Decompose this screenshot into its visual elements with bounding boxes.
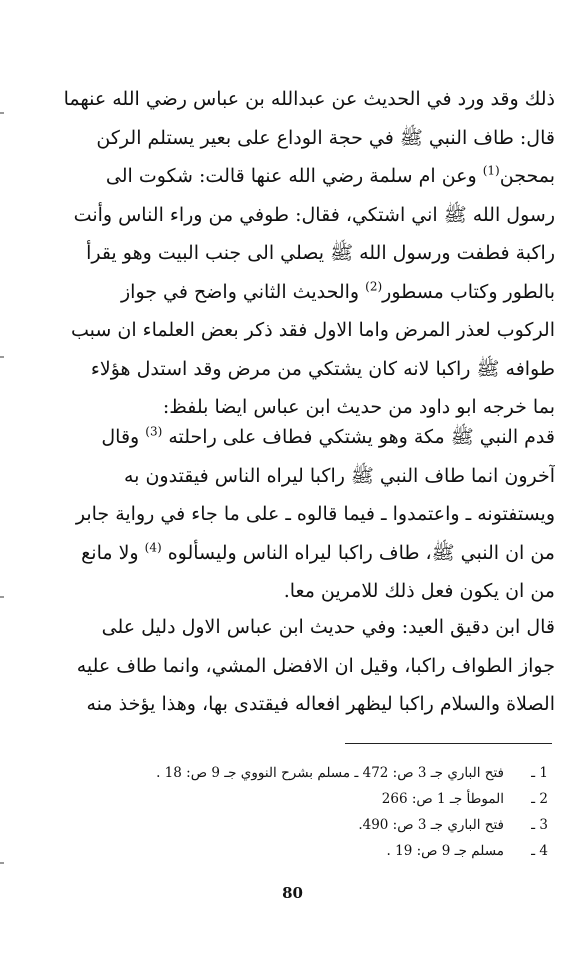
- footnote-number: 3 ـ: [531, 817, 548, 833]
- text-line: [30, 273, 555, 312]
- page-number: 80: [282, 884, 303, 902]
- text-line: جواز الطواف راكبا، وقيل ان الافضل المشي، وانما طاف عليه: [76, 654, 555, 677]
- text-line: ذلك وقد ورد في الحديث عن عبدالله بن عباس رضي الله عنهما: [63, 88, 555, 110]
- footnote-reference: (3): [145, 424, 163, 439]
- text-line: طوافه ﷺ راكبا لانه كان يشتكي من مرض وقد استدل هؤلاء: [90, 357, 555, 380]
- footnotes: [130, 760, 548, 864]
- text-line: رسول الله ﷺ اني اشتكي، فقال: طوفي من وراء الناس وأنت: [73, 203, 555, 226]
- footnote-item: [130, 786, 548, 812]
- text-segment: ولا مانع: [81, 541, 145, 564]
- text-segment: قدم النبي ﷺ مكة وهو يشتكي فطاف على راحلته: [162, 426, 555, 448]
- text-line: [30, 157, 555, 196]
- text-line: الركوب لعذر المرض واما الاول فقد ذكر بعض العلماء ان سبب: [71, 319, 555, 341]
- paragraph-1: [30, 80, 555, 427]
- text-segment: وقال: [101, 426, 146, 448]
- text-line: من ان يكون فعل ذلك للامرين معا.: [283, 580, 555, 602]
- scan-edge-mark: [0, 596, 4, 598]
- text-line: بما خرجه ابو داود من حديث ابن عباس ايضا بلفظ:: [162, 396, 555, 418]
- footnote-item: [130, 760, 548, 786]
- text-line: راكبة فطفت ورسول الله ﷺ يصلي الى جنب البيت وهو يقرأ: [86, 242, 555, 264]
- text-line: الصلاة والسلام راكبا ليظهر افعاله فيقتدى بها، وهذا يؤخذ منه: [86, 693, 555, 715]
- scan-edge-mark: [0, 356, 4, 358]
- text-segment: والحديث الثاني واضح في جواز: [121, 280, 366, 303]
- text-line: قال ابن دقيق العيد: وفي حديث ابن عباس الاول دليل على: [101, 616, 555, 638]
- text-line: آخرون انما طاف النبي ﷺ راكبا ليراه الناس فيقتدون به: [123, 464, 555, 487]
- text-segment: بمحجن: [499, 165, 555, 187]
- paragraph-3: [30, 608, 555, 724]
- footnote-item: [130, 838, 548, 864]
- text-line: [30, 534, 555, 573]
- footnote-number: 1 ـ: [531, 765, 548, 781]
- text-line: قال: طاف النبي ﷺ في حجة الوداع على بعير يستلم الركن: [96, 126, 555, 149]
- footnote-text: فتح الباري جـ 3 ص: 490.: [358, 817, 504, 833]
- scan-edge-mark: [0, 112, 4, 114]
- footnote-text: فتح الباري جـ 3 ص: 472 ـ مسلم بشرح النووي جـ 9 ص: 18 .: [156, 765, 504, 781]
- footnote-reference: (1): [482, 163, 500, 178]
- footnote-separator: [345, 743, 552, 744]
- footnote-reference: (4): [144, 540, 162, 555]
- footnote-reference: (2): [365, 279, 383, 294]
- footnote-number: 4 ـ: [531, 843, 548, 859]
- text-line: ويستفتونه ـ واعتمدوا ـ فيما قالوه ـ على ما جاء في رواية جابر: [75, 503, 555, 525]
- footnote-text: الموطأ جـ 1 ص: 266: [381, 791, 504, 807]
- text-segment: بالطور وكتاب مسطور: [382, 280, 555, 303]
- text-segment: وعن ام سلمة رضي الله عنها قالت: شكوت الى: [105, 165, 483, 187]
- footnote-number: 2 ـ: [531, 791, 548, 807]
- text-segment: من ان النبي ﷺ، طاف راكبا ليراه الناس وليسألوه: [161, 541, 555, 564]
- text-line: [30, 418, 555, 457]
- footnote-item: [130, 812, 548, 838]
- scan-edge-mark: [0, 862, 4, 864]
- paragraph-2: [30, 418, 555, 611]
- footnote-text: مسلم جـ 9 ص: 19 .: [386, 843, 504, 859]
